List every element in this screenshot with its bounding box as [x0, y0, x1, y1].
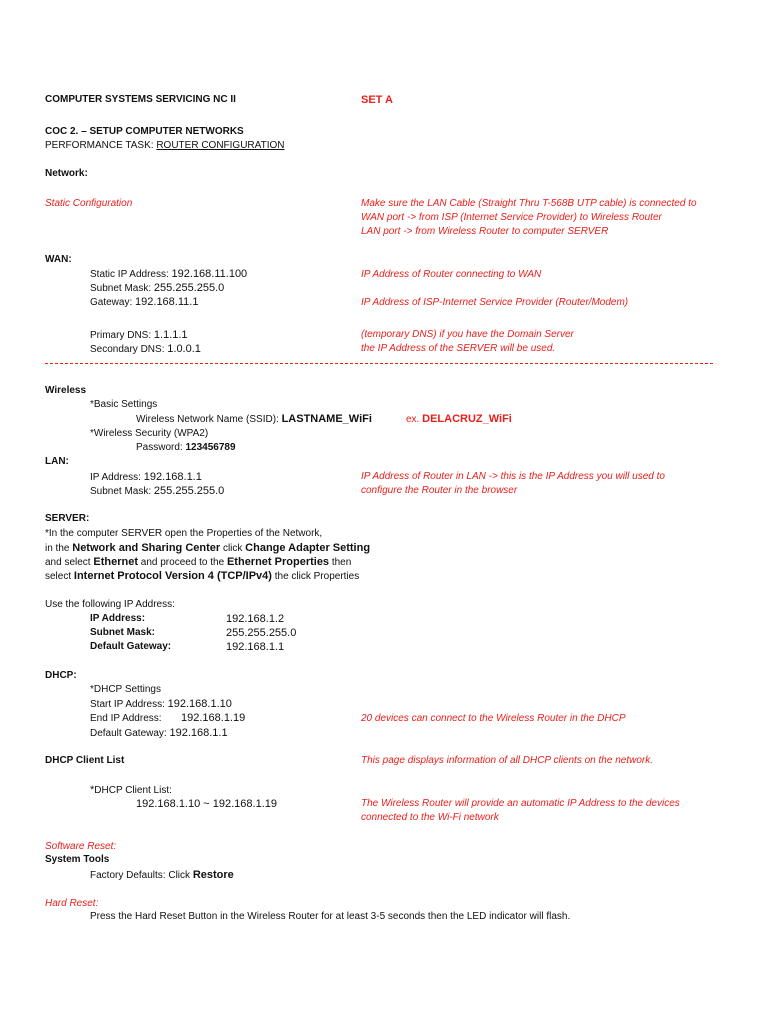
dhcp-start-value: 192.168.1.10 [167, 698, 232, 710]
wan-gateway [90, 296, 198, 309]
lan-subnet [90, 485, 224, 498]
wan-ip-note: IP Address of Router connecting to WAN [361, 269, 542, 280]
server-heading: SERVER: [45, 513, 90, 524]
server-step-2 [45, 542, 370, 555]
ipv4-label: Internet Protocol Version 4 (TCP/IPv4) [73, 570, 272, 582]
client-range: 192.168.1.10 ~ 192.168.1.19 [136, 798, 277, 810]
s2c: click [220, 543, 246, 554]
client-note-1: The Wireless Router will provide an automatic IP Address to the devices [361, 798, 680, 809]
dhcp-settings: *DHCP Settings [90, 684, 161, 695]
client-list-star: * [90, 784, 95, 796]
example-label: ex. [406, 414, 423, 425]
wan-port-note: WAN port -> from ISP (Internet Service Provider) to Wireless Router [361, 212, 662, 223]
password-label: Password: [136, 442, 186, 453]
ssid-value: LASTNAME_WiFi [281, 413, 372, 425]
ssid-line [136, 413, 372, 426]
wan-primary-dns [90, 329, 188, 342]
coc-title: COC 2. – SETUP COMPUTER NETWORKS [45, 126, 244, 137]
lan-note-1: IP Address of Router in LAN -> this is the IP Address you will used to [361, 471, 665, 482]
server-step-1: *In the computer SERVER open the Properties of the Network, [45, 528, 323, 539]
client-list-label [90, 784, 172, 797]
wan-ip-label: Static IP Address: [90, 269, 172, 280]
network-sharing-center: Network and Sharing Center [72, 542, 221, 554]
wan-gw-note: IP Address of ISP-Internet Service Provider (Router/Modem) [361, 297, 629, 308]
wan-static-ip [90, 268, 247, 281]
ssid-example [406, 413, 512, 426]
wan-secondary-dns [90, 343, 201, 356]
lan-port-note: LAN port -> from Wireless Router to computer SERVER [361, 226, 609, 237]
server-step-3 [45, 556, 351, 569]
restore-label: Restore [192, 869, 234, 881]
dhcp-note: 20 devices can connect to the Wireless Router in the DHCP [361, 713, 626, 724]
performance-task [45, 140, 284, 152]
dhcp-start [90, 698, 232, 711]
s3c: and proceed to the [138, 557, 227, 568]
example-value: DELACRUZ_WiFi [422, 413, 512, 425]
s4a: select [45, 571, 74, 582]
factory-defaults [90, 869, 234, 882]
network-heading: Network: [45, 168, 88, 179]
client-list-heading: DHCP Client List [45, 755, 125, 766]
dns-note-1: (temporary DNS) if you have the Domain Server [361, 329, 574, 340]
software-reset-heading: Software Reset: [45, 841, 117, 852]
task-prefix: PERFORMANCE TASK: [45, 140, 157, 151]
lan-mask-value: 255.255.255.0 [153, 485, 225, 497]
s2a: in the [45, 543, 73, 554]
dns1-label: Primary DNS: [90, 330, 154, 341]
dhcp-gw-label: Default Gateway: [90, 728, 170, 739]
wan-gw-label: Gateway: [90, 297, 136, 308]
lan-ip-label: IP Address: [90, 472, 144, 483]
hard-reset-text: Press the Hard Reset Button in the Wireless Router for at least 3-5 seconds then the LED indicator will flash. [90, 911, 571, 922]
factory-label: Factory Defaults: Click [90, 870, 193, 881]
wan-heading: WAN: [45, 254, 72, 265]
lan-note-2: configure the Router in the browser [361, 485, 518, 496]
dhcp-gateway [90, 727, 228, 740]
s4c: the click Properties [271, 571, 360, 582]
change-adapter-setting: Change Adapter Setting [245, 542, 371, 554]
wan-mask-value: 255.255.255.0 [153, 282, 225, 294]
s3e: then [329, 557, 352, 568]
lan-mask-label: Subnet Mask: [90, 486, 154, 497]
password-line [136, 442, 236, 454]
ethernet-label: Ethernet [93, 556, 138, 568]
password-value: 123456789 [185, 442, 236, 453]
basic-settings: *Basic Settings [90, 399, 158, 410]
wireless-heading: Wireless [45, 385, 87, 396]
lan-heading: LAN: [45, 456, 69, 467]
dns2-label: Secondary DNS: [90, 344, 168, 355]
course-title: COMPUTER SYSTEMS SERVICING NC II [45, 94, 236, 105]
server-mask-value: 255.255.255.0 [226, 627, 297, 639]
wan-gw-value: 192.168.11.1 [135, 296, 199, 308]
server-ip-label: IP Address: [90, 613, 146, 624]
dns1-value: 1.1.1.1 [153, 329, 188, 341]
ssid-label: Wireless Network Name (SSID): [136, 414, 282, 425]
dhcp-gw-value: 192.168.1.1 [169, 727, 228, 739]
dhcp-start-label: Start IP Address: [90, 699, 168, 710]
hard-reset-heading: Hard Reset: [45, 898, 99, 909]
client-list-label-text: DHCP Client List: [94, 785, 172, 796]
wireless-security: *Wireless Security (WPA2) [90, 428, 209, 439]
dns-note-2: the IP Address of the SERVER will be used. [361, 343, 556, 354]
section-divider [45, 363, 713, 364]
lan-ip [90, 471, 202, 484]
lan-ip-value: 192.168.1.1 [143, 471, 202, 483]
set-label: SET A [361, 94, 393, 106]
s3a: and select [45, 557, 94, 568]
wan-ip-value: 192.168.11.100 [171, 268, 248, 280]
server-gw-label: Default Gateway: [90, 641, 172, 652]
system-tools: System Tools [45, 854, 110, 865]
client-list-note: This page displays information of all DHCP clients on the network. [361, 755, 653, 766]
client-note-2: connected to the Wi-Fi network [361, 812, 499, 823]
wan-subnet [90, 282, 224, 295]
dns2-value: 1.0.0.1 [167, 343, 201, 355]
task-name: ROUTER CONFIGURATION [156, 140, 285, 151]
dhcp-end-label: End IP Address: [90, 713, 162, 724]
server-step-4 [45, 570, 359, 583]
server-ip-value: 192.168.1.2 [226, 613, 285, 625]
lan-cable-note: Make sure the LAN Cable (Straight Thru T-568B UTP cable) is connected to [361, 198, 697, 209]
server-gw-value: 192.168.1.1 [226, 641, 285, 653]
wan-mask-label: Subnet Mask: [90, 283, 154, 294]
use-following-ip: Use the following IP Address: [45, 599, 175, 610]
server-mask-label: Subnet Mask: [90, 627, 156, 638]
ethernet-properties: Ethernet Properties [226, 556, 330, 568]
dhcp-heading: DHCP: [45, 670, 77, 681]
dhcp-end-value: 192.168.1.19 [181, 712, 246, 724]
static-config-label: Static Configuration [45, 198, 133, 209]
